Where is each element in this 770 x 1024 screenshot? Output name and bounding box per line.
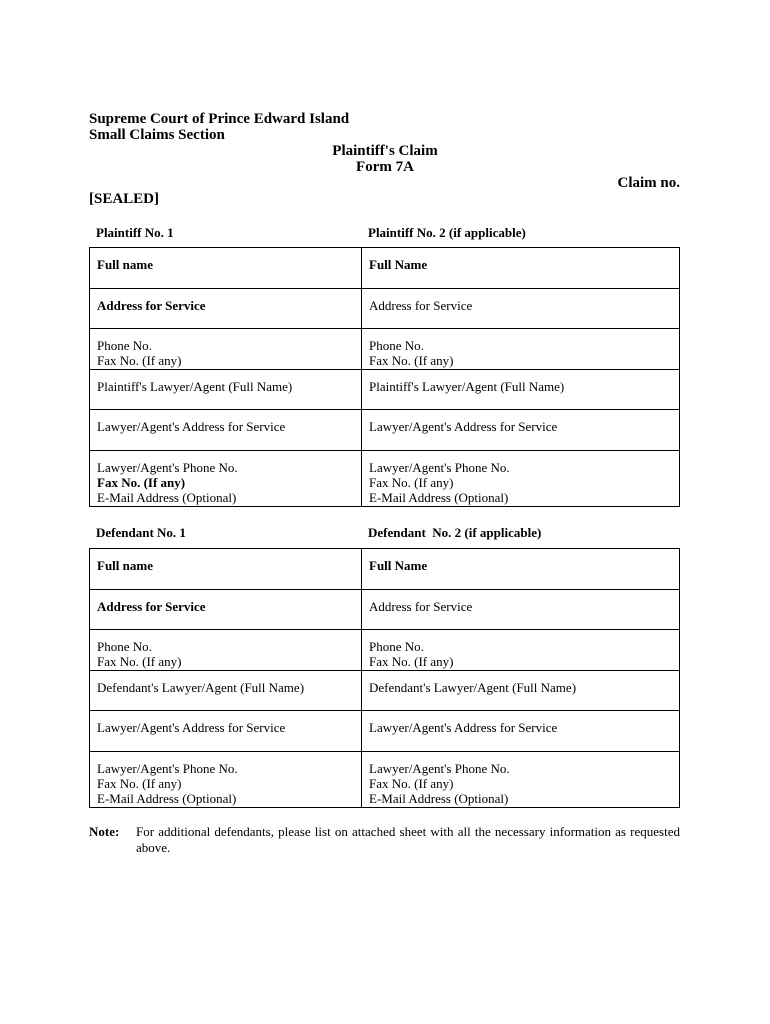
plaintiff-2-lawyer-field[interactable] [362,370,680,410]
field-label: Fax No. (If any) [369,776,454,791]
defendant-2-heading: Defendant No. 2 (if applicable) [368,525,542,540]
field-label: Plaintiff's Lawyer/Agent (Full Name) [369,379,565,394]
plaintiff-1-lawyer-field[interactable] [90,370,362,410]
table-row [90,289,680,329]
field-label: Fax No. (If any) [369,654,454,669]
defendant-1-heading: Defendant No. 1 [96,525,186,540]
defendant-2-lawyer-contact-field[interactable] [362,752,680,808]
plaintiff-1-lawyer-address-field[interactable] [90,410,362,451]
table-row [90,410,680,451]
field-label: Fax No. (If any) [97,654,182,669]
field-label: Phone No. [369,338,424,353]
field-label: Lawyer/Agent's Address for Service [369,720,558,735]
plaintiff-2-lawyer-contact-field[interactable] [362,451,680,507]
field-label: Full Name [369,558,428,573]
field-label: Defendant's Lawyer/Agent (Full Name) [369,680,577,695]
table-row [90,549,680,590]
note-text: For additional defendants, please list on attached sheet with all the necessary information as requested above. [136,824,680,855]
plaintiff-1-heading: Plaintiff No. 1 [96,225,174,240]
field-label: Full name [97,257,153,272]
field-label: Fax No. (If any) [97,776,182,791]
table-row [90,752,680,808]
field-label: Lawyer/Agent's Phone No. [97,460,238,475]
field-label: Phone No. [97,338,152,353]
plaintiff-2-phone-fax-field[interactable] [362,329,680,370]
plaintiff-1-address-field[interactable] [90,289,362,329]
table-row [90,248,680,289]
field-label: Fax No. (If any) [97,475,186,490]
table-row [90,630,680,671]
field-label: Lawyer/Agent's Phone No. [369,460,510,475]
claim-number-label: Claim no. [617,175,680,191]
field-label: Lawyer/Agent's Phone No. [97,761,238,776]
defendant-2-lawyer-address-field[interactable] [362,711,680,752]
defendant-2-phone-fax-field[interactable] [362,630,680,671]
defendant-1-full-name-field[interactable] [90,549,362,590]
field-label: Lawyer/Agent's Address for Service [97,419,286,434]
table-row [90,370,680,410]
defendants-table [89,548,680,808]
field-label: Address for Service [97,599,206,614]
form-title: Plaintiff's Claim [332,143,438,159]
sealed-label: [SEALED] [89,191,160,207]
plaintiff-1-lawyer-contact-field[interactable] [90,451,362,507]
field-label: Plaintiff's Lawyer/Agent (Full Name) [97,379,293,394]
field-label: Lawyer/Agent's Address for Service [97,720,286,735]
field-label: Full name [97,558,153,573]
plaintiff-2-lawyer-address-field[interactable] [362,410,680,451]
table-row [90,451,680,507]
field-label: Full Name [369,257,428,272]
plaintiff-2-heading: Plaintiff No. 2 (if applicable) [368,225,526,240]
defendant-1-phone-fax-field[interactable] [90,630,362,671]
field-label: E-Mail Address (Optional) [369,791,509,806]
field-label: Fax No. (If any) [369,353,454,368]
plaintiffs-table [89,247,680,507]
defendant-1-lawyer-field[interactable] [90,671,362,711]
plaintiff-1-phone-fax-field[interactable] [90,329,362,370]
field-label: E-Mail Address (Optional) [97,791,237,806]
field-label: Fax No. (If any) [97,353,182,368]
defendant-2-lawyer-field[interactable] [362,671,680,711]
defendant-1-address-field[interactable] [90,590,362,630]
field-label: E-Mail Address (Optional) [369,490,509,505]
note [89,824,680,856]
field-label: E-Mail Address (Optional) [97,490,237,505]
defendant-1-lawyer-contact-field[interactable] [90,752,362,808]
plaintiff-2-full-name-field[interactable] [362,248,680,289]
note-label: Note: [89,824,120,839]
field-label: Fax No. (If any) [369,475,454,490]
field-label: Address for Service [369,599,473,614]
plaintiff-1-full-name-field[interactable] [90,248,362,289]
table-row [90,711,680,752]
field-label: Phone No. [369,639,424,654]
defendant-1-lawyer-address-field[interactable] [90,711,362,752]
field-label: Phone No. [97,639,152,654]
plaintiff-2-address-field[interactable] [362,289,680,329]
defendant-2-full-name-field[interactable] [362,549,680,590]
court-section: Small Claims Section [89,127,225,143]
field-label: Address for Service [369,298,473,313]
form-number: Form 7A [356,159,414,175]
field-label: Lawyer/Agent's Phone No. [369,761,510,776]
field-label: Lawyer/Agent's Address for Service [369,419,558,434]
court-name: Supreme Court of Prince Edward Island [89,111,350,127]
field-label: Address for Service [97,298,206,313]
defendant-2-address-field[interactable] [362,590,680,630]
table-row [90,590,680,630]
table-row [90,329,680,370]
table-row [90,671,680,711]
field-label: Defendant's Lawyer/Agent (Full Name) [97,680,305,695]
